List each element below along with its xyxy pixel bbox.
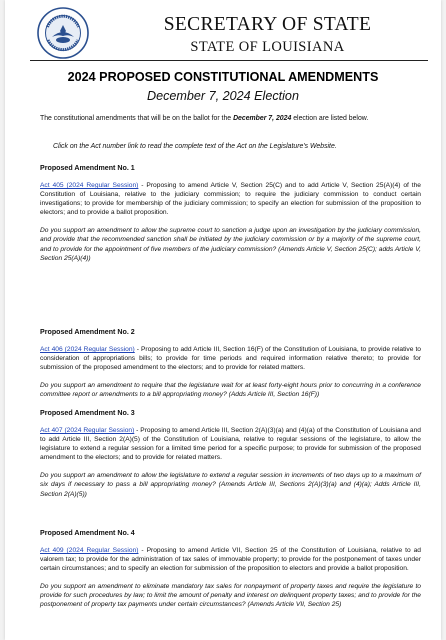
state-of-louisiana-heading: STATE OF LOUISIANA xyxy=(190,39,345,55)
act-406-link[interactable]: Act 406 (2024 Regular Session) xyxy=(40,346,135,353)
ballot-question: Do you support an amendment to allow the supreme court to sanction a judge upon an investigation by the judiciary commission, and provide that the recommended sanction shall be initiated by the judiciary commission or by a majority of the supreme court, and to provide for the appointment of five members of the judiciary commission? (Amends Article V, Section 25(C); adds Article V, Section 25(A)(4)) xyxy=(40,227,421,262)
header-divider xyxy=(30,60,428,61)
amendment-heading: Proposed Amendment No. 1 xyxy=(40,164,135,172)
amendment-description-text: - Proposing to add Article III, Section 16(F) of the Constitution of Louisiana, to provide relative to consideration of appropriations bills; to provide for time periods and required information relative thereto; to provide for submission of the proposed amendment to the electors; and to provide for related matters. xyxy=(40,346,421,372)
amendment-4 xyxy=(40,529,421,610)
ballot-question: Do you support an amendment to eliminate mandatory tax sales for nonpayment of property taxes and require the legislature to provide for such procedures by law; to limit the amount of penalty and interest on delinquent property taxes; and to provide for the postponement of property tax payments under certain circumstances? (Amends Article VII, Section 25) xyxy=(40,583,421,609)
intro-text-end: election are listed below. xyxy=(291,115,369,122)
amendment-description-text: - Proposing to amend Article V, Section 25(C) and to add Article V, Section 25(A)(4) of the Constitution of Louisiana, relative to the judiciary commission; to require the judiciary commission to conduct certain investigations; to provide for membership of the judiciary commission; to specify an election for submission of the proposition to electors; and to provide a ballot proposition. xyxy=(40,182,421,217)
act-409-link[interactable]: Act 409 (2024 Regular Session) xyxy=(40,547,139,554)
amendment-heading: Proposed Amendment No. 4 xyxy=(40,529,135,537)
amendment-description-text: - Proposing to amend Article III, Section 2(A)(3)(a) and (4)(a) of the Constitution of Louisiana and to add Article III, Section 2(A)(5) of the Constitution of Louisiana, relative to regular sessions of the legislature, to allow the legislature to extend a regular session for a limited time period for a specific purpose; to provide for submission of the proposed amendment to the electors; and to provide for related matters. xyxy=(40,427,421,462)
amendment-description xyxy=(40,345,421,372)
amendment-description xyxy=(40,181,421,217)
amendment-description xyxy=(40,426,421,462)
amendment-3 xyxy=(40,409,421,499)
ballot-question: Do you support an amendment to allow the legislature to extend a regular session in increments of two days up to a maximum of six days if necessary to pass a bill appropriating money? (Amends Article III, Sections 2(A)(3)(a) and (4)(a); Adds Article III, Section 2(A)(5)) xyxy=(40,472,421,498)
intro-paragraph xyxy=(40,114,421,123)
intro-election-date: December 7, 2024 xyxy=(233,115,292,122)
link-instruction: Click on the Act number link to read the complete text of the Act on the Legislature's Website. xyxy=(53,143,337,150)
amendment-description xyxy=(40,546,421,573)
act-405-link[interactable]: Act 405 (2024 Regular Session) xyxy=(40,182,139,189)
secretary-of-state-heading: SECRETARY OF STATE xyxy=(163,14,372,35)
election-date-subtitle: December 7, 2024 Election xyxy=(147,89,299,103)
ballot-question: Do you support an amendment to require that the legislature wait for at least forty-eight hours prior to concurring in a conference committee report or amendments to a bill appropriating money? (Adds Article III, Section 16(F)) xyxy=(40,382,421,399)
page-title: 2024 PROPOSED CONSTITUTIONAL AMENDMENTS xyxy=(67,70,379,84)
document-page xyxy=(5,0,441,640)
act-407-link[interactable]: Act 407 (2024 Regular Session) xyxy=(40,427,135,434)
amendment-1 xyxy=(40,164,421,263)
state-seal-icon xyxy=(37,7,89,59)
amendment-heading: Proposed Amendment No. 2 xyxy=(40,328,135,336)
intro-text-start: The constitutional amendments that will be on the ballot for the xyxy=(40,115,234,122)
amendment-2 xyxy=(40,328,421,399)
amendment-heading: Proposed Amendment No. 3 xyxy=(40,409,135,417)
amendment-description-text: - Proposing to amend Article VII, Section 25 of the Constitution of Louisiana, relative to ad valorem tax; to provide for the administration of tax sales of immovable property; to provide for the postponement of taxes under certain circumstances; and to specify an election for submission of the proposition to electors and provide a ballot proposition. xyxy=(40,547,421,573)
